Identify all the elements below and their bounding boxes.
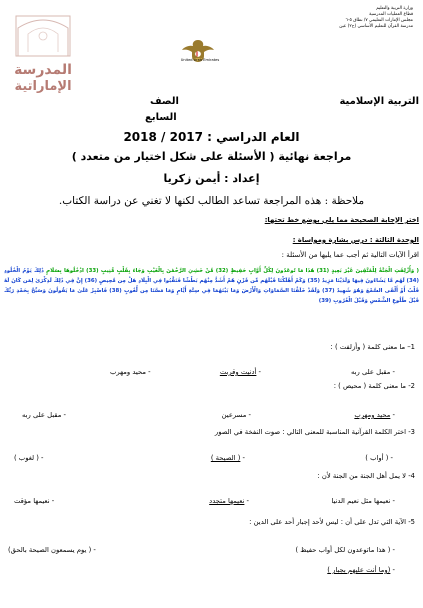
option-text: ( الصيحة ): [210, 454, 241, 462]
option[interactable]: - ( أواب ): [365, 454, 393, 462]
option[interactable]: - ( يوم يسمعون الصيحة بالحق): [8, 546, 96, 554]
option[interactable]: - محيد ومهرب: [110, 368, 151, 376]
logo-text: المدرسة: [14, 62, 72, 78]
option-text: أدنيت وقربت: [219, 368, 257, 376]
option-text: نعيمها مثل نعيم الدنيا: [331, 497, 391, 505]
ministry-line: مجلس الإمارات التعليمي ٧/ نطاق ٥-٦: [345, 18, 413, 24]
option[interactable]: - نعيمها مؤقت: [14, 497, 55, 505]
grade-value: السابع: [145, 112, 177, 123]
option[interactable]: - مسرعين: [221, 411, 251, 419]
option-text: محيد ومهرب: [110, 368, 147, 376]
option-text: نعيمها مؤقت: [14, 497, 50, 505]
option-text: ( هذا ماتوعدون لكل أواب حفيظ ): [295, 546, 391, 554]
subject-title: التربية الإسلامية: [339, 96, 419, 107]
option[interactable]: - ( هذا ماتوعدون لكل أواب حفيظ ): [295, 546, 395, 554]
verse-number: (39): [318, 298, 332, 304]
prepared-by: إعداد : أيمن زكريا: [163, 172, 260, 185]
ministry-line: وزارة التربية والتعليم: [376, 6, 413, 11]
option-text: مقبل على ربه: [22, 411, 62, 419]
read-instruction: اقرأ الآيات التالية ثم أجب عما يليها من الأسئلة :: [281, 251, 419, 259]
option-text: ( يوم يسمعون الصيحة بالحق): [8, 546, 92, 554]
ministry-line: قطاع العمليات المدرسية: [369, 12, 413, 18]
academic-year: العام الدراسي : 2017 / 2018: [123, 130, 300, 144]
review-note: ملاحظة : هذه المراجعة تساعد الطالب لكنها لا تغني عن دراسة الكتاب.: [58, 195, 365, 207]
option[interactable]: - أدنيت وقربت: [219, 368, 261, 376]
question-4: 4- لا يمل أهل الجنة من الجنة لأن :: [317, 472, 415, 480]
option[interactable]: - ( لغوب ): [14, 454, 44, 462]
logo-text: الإماراتية: [14, 79, 72, 94]
option[interactable]: - مقبل على ربه: [350, 368, 395, 376]
quran-text: ذَٰلِكَ يَوْمُ الْخُلُودِ (34) لَهُم مَّا يَشَاءُونَ فِيهَا وَلَدَيْنَا مَزِيدٌ (35) وَكَمْ أَهْلَكْنَا قَبْلَهُم مِّن قَرْنٍ هُمْ أَشَدُّ مِنْهُم بَطْشًا فَنَقَّبُوا فِي الْبِلَادِ هَلْ مِن مَّحِيصٍ (36) إِنَّ فِي ذَٰلِكَ لَذِكْرَىٰ لِمَن كَانَ لَهُ قَلْبٌ أَوْ أَلْقَى السَّمْعَ وَهُوَ شَهِيدٌ (37) وَلَقَدْ خَلَقْنَا السَّمَاوَاتِ وَالْأَرْضَ وَمَا بَيْنَهُمَا فِي سِتَّةِ أَيَّامٍ وَمَا مَسَّنَا مِن لُّغُوبٍ (38) فَاصْبِرْ عَلَىٰ مَا يَقُولُونَ وَسَبِّحْ بِحَمْدِ رَبِّكَ قَبْلَ طُلُوعِ الشَّمْسِ وَقَبْلَ الْغُرُوبِ: [4, 268, 419, 304]
option[interactable]: - ( الصيحة ): [210, 454, 245, 462]
question-5: 5- الآية التي تدل على أن : ليس لأحد إجبار أحد على الدين :: [249, 518, 415, 526]
grade-label: الصف: [150, 96, 179, 107]
option-text: مقبل على ربه: [350, 368, 391, 376]
emblem-caption: United Arab Emirates: [180, 58, 220, 62]
option[interactable]: - نعيمها متجدد: [209, 497, 249, 505]
question-3: 3- اختر الكلمة القرآنية المناسبة للمعنى التالي : صوت النفخة في الصور: [214, 428, 415, 436]
emirati-school-logo: [10, 12, 76, 94]
ministry-header: [243, 6, 413, 30]
option-text: ( أواب ): [365, 454, 389, 462]
question-1: 1– ما معنى كلمة ( وأزلفت ) :: [330, 343, 415, 351]
option-text: (وما أنت عليهم بجبار ): [327, 566, 391, 574]
quran-passage: [4, 266, 419, 306]
option[interactable]: - نعيمها مثل نعيم الدنيا: [331, 497, 395, 505]
option-text: محيد ومهرب: [354, 411, 391, 419]
review-title: مراجعة نهائية ( الأسئلة على شكل اختيار من متعدد ): [71, 150, 352, 163]
option[interactable]: - (وما أنت عليهم بجبار ): [327, 566, 395, 574]
option-text: مسرعين: [221, 411, 247, 419]
option-text: نعيمها متجدد: [209, 497, 245, 505]
main-instruction: اختر الإجابة الصحيحة مما يلي بوضع خط تحتها:: [264, 216, 419, 224]
uae-emblem-icon: [170, 38, 226, 72]
quran-text: ( وَأُزْلِفَتِ الْجَنَّةُ لِلْمُتَّقِينَ غَيْرَ بَعِيدٍ (31) هَٰذَا مَا تُوعَدُونَ لِكُلِّ أَوَّابٍ حَفِيظٍ (32) مَّنْ خَشِيَ الرَّحْمَٰنَ بِالْغَيْبِ وَجَاءَ بِقَلْبٍ مُّنِيبٍ (33) ادْخُلُوهَا بِسَلَامٍ: [46, 268, 419, 274]
ministry-line: مدرسة القرآن للتعليم الأساسي (ح٢) عين: [339, 24, 413, 30]
option-text: ( لغوب ): [14, 454, 39, 462]
unit-heading: الوحدة الثالثة : درس بشارة ومواساة :: [292, 236, 419, 244]
option[interactable]: - مقبل على ربه: [22, 411, 67, 419]
question-2: 2- ما معنى كلمة ( محيص ) :: [333, 382, 415, 390]
option[interactable]: - محيد ومهرب: [354, 411, 395, 419]
